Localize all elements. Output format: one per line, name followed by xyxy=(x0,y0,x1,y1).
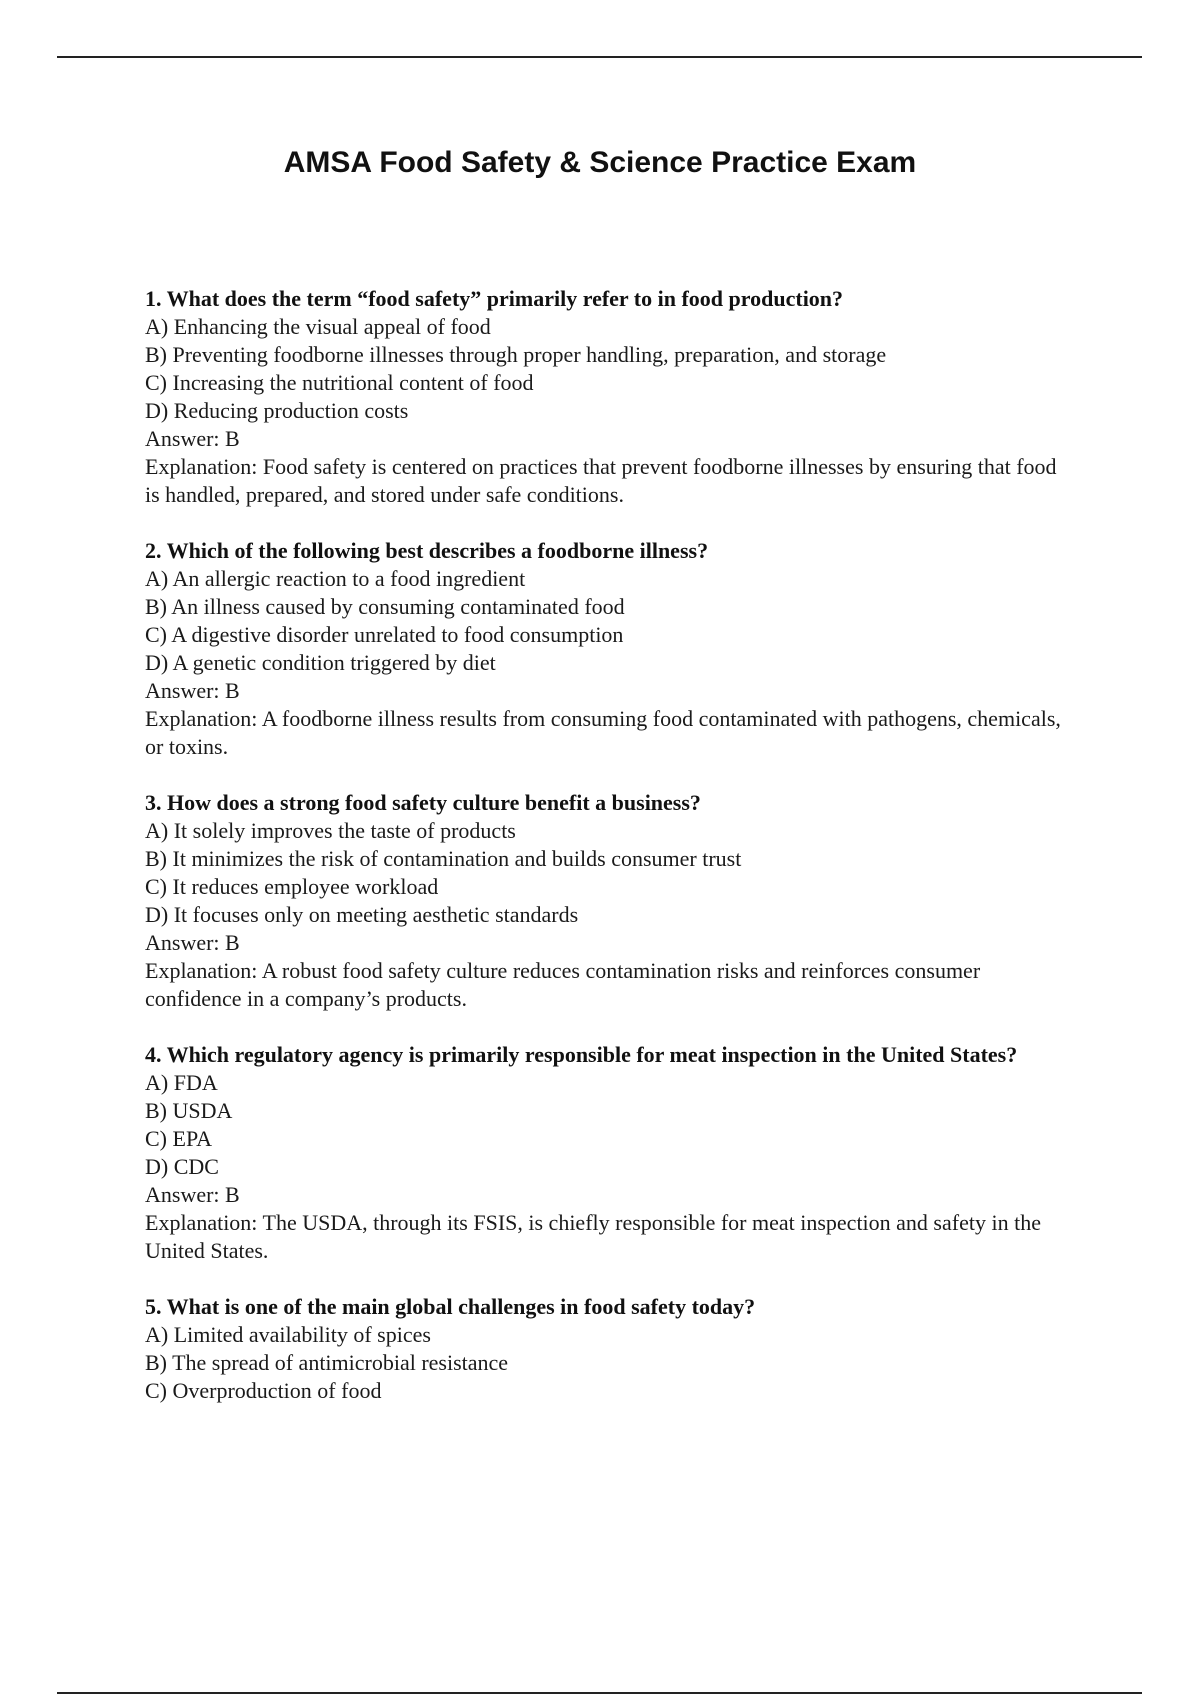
question-text: 2. Which of the following best describes a foodborne illness? xyxy=(145,538,709,563)
question-text: 3. How does a strong food safety culture benefit a business? xyxy=(145,790,701,815)
correct-answer: Answer: B xyxy=(145,1182,240,1207)
answer-option: B) Preventing foodborne illnesses through proper handling, preparation, and storage xyxy=(145,342,887,367)
answer-option: C) A digestive disorder unrelated to food consumption xyxy=(145,622,624,647)
correct-answer: Answer: B xyxy=(145,678,240,703)
answer-option: A) FDA xyxy=(145,1070,218,1095)
correct-answer: Answer: B xyxy=(145,930,240,955)
correct-answer: Answer: B xyxy=(145,426,240,451)
answer-option: C) It reduces employee workload xyxy=(145,874,439,899)
question-text: 1. What does the term “food safety” primarily refer to in food production? xyxy=(145,286,844,311)
question-item xyxy=(145,285,1075,509)
question-item xyxy=(145,1041,1075,1265)
answer-explanation: Explanation: The USDA, through its FSIS, is chiefly responsible for meat inspection and safety in the United States. xyxy=(145,1210,1041,1263)
question-item xyxy=(145,1293,1075,1405)
question-list xyxy=(145,285,1075,1433)
answer-option: D) Reducing production costs xyxy=(145,398,409,423)
answer-option: D) A genetic condition triggered by diet xyxy=(145,650,496,675)
question-text: 4. Which regulatory agency is primarily responsible for meat inspection in the United States? xyxy=(145,1042,1018,1067)
question-item xyxy=(145,537,1075,761)
answer-option: B) An illness caused by consuming contaminated food xyxy=(145,594,625,619)
answer-option: C) Increasing the nutritional content of food xyxy=(145,370,534,395)
answer-option: B) The spread of antimicrobial resistance xyxy=(145,1350,509,1375)
answer-option: B) USDA xyxy=(145,1098,233,1123)
top-rule xyxy=(57,56,1142,58)
answer-explanation: Explanation: Food safety is centered on practices that prevent foodborne illnesses by ensuring that food is handled, prepared, and stored under safe conditions. xyxy=(145,454,1057,507)
bottom-rule xyxy=(57,1692,1142,1694)
answer-option: D) It focuses only on meeting aesthetic standards xyxy=(145,902,579,927)
answer-explanation: Explanation: A robust food safety culture reduces contamination risks and reinforces consumer confidence in a company’s products. xyxy=(145,958,981,1011)
answer-option: C) EPA xyxy=(145,1126,213,1151)
answer-option: A) Limited availability of spices xyxy=(145,1322,431,1347)
answer-option: D) CDC xyxy=(145,1154,219,1179)
answer-option: A) An allergic reaction to a food ingredient xyxy=(145,566,526,591)
answer-option: A) Enhancing the visual appeal of food xyxy=(145,314,491,339)
question-item xyxy=(145,789,1075,1013)
answer-explanation: Explanation: A foodborne illness results from consuming food contaminated with pathogens, chemicals, or toxins. xyxy=(145,706,1061,759)
question-text: 5. What is one of the main global challenges in food safety today? xyxy=(145,1294,756,1319)
answer-option: A) It solely improves the taste of products xyxy=(145,818,516,843)
answer-option: B) It minimizes the risk of contamination and builds consumer trust xyxy=(145,846,742,871)
document-title: AMSA Food Safety & Science Practice Exam xyxy=(283,146,917,179)
answer-option: C) Overproduction of food xyxy=(145,1378,382,1403)
